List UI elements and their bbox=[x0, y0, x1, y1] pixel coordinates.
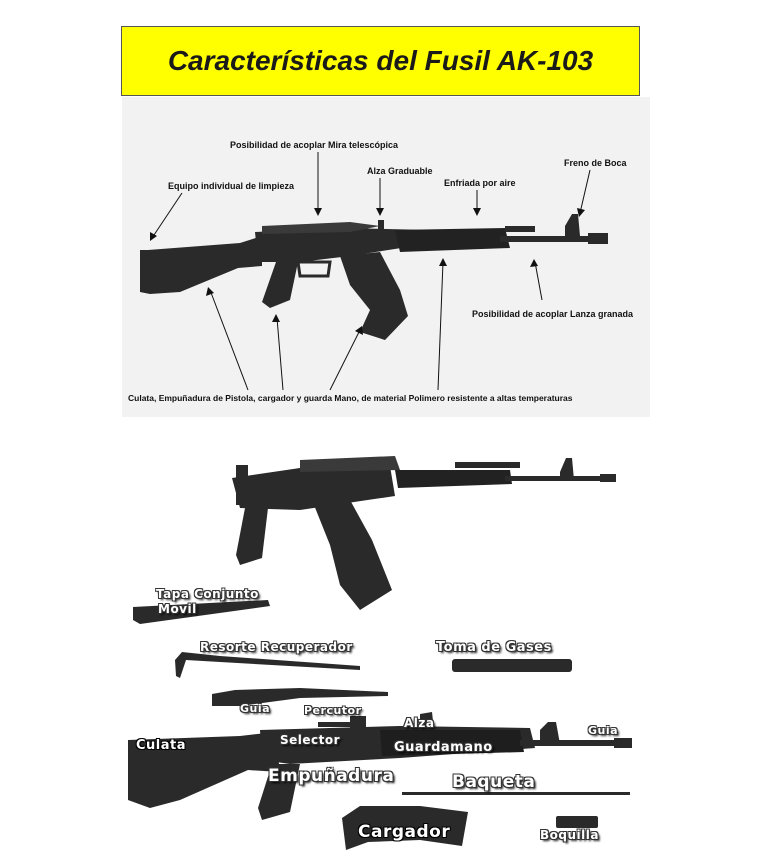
label-culata-materiales: Culata, Empuñadura de Pistola, cargador y guarda Mano, de material Polimero resistente a altas temperaturas bbox=[128, 393, 573, 403]
label-freno-boca: Freno de Boca bbox=[564, 158, 627, 168]
part-label-percutor: Percutor bbox=[304, 704, 362, 717]
label-enfriada-aire: Enfriada por aire bbox=[444, 178, 516, 188]
part-label-toma-de-gases: Toma de Gases bbox=[436, 640, 552, 655]
label-lanza-granada: Posibilidad de acoplar Lanza granada bbox=[472, 309, 634, 319]
part-label-guardamano: Guardamano bbox=[394, 740, 493, 755]
page-title: Características del Fusil AK-103 bbox=[167, 45, 594, 76]
part-label-empunadura: Empuñadura bbox=[268, 766, 395, 786]
part-label-movil: Movil bbox=[158, 602, 197, 616]
part-label-guia-1: Guia bbox=[240, 702, 271, 715]
part-label-culata: Culata bbox=[136, 738, 187, 753]
label-equipo-limpieza: Equipo individual de limpieza bbox=[168, 181, 295, 191]
part-label-selector: Selector bbox=[280, 733, 341, 747]
part-label-baqueta: Baqueta bbox=[452, 772, 536, 792]
folded-rifle-image bbox=[232, 456, 616, 610]
parts-images bbox=[128, 600, 632, 850]
label-mira-telescopica: Posibilidad de acoplar Mira telescópica bbox=[230, 140, 399, 150]
part-label-boquilla: Boquilla bbox=[540, 828, 599, 842]
part-label-alza: Alza bbox=[404, 716, 435, 730]
part-label-cargador: Cargador bbox=[358, 822, 451, 842]
part-label-tapa-conjunto: Tapa Conjunto bbox=[156, 587, 259, 601]
part-label-resorte-recuperador: Resorte Recuperador bbox=[200, 640, 353, 654]
label-alza-graduable: Alza Graduable bbox=[367, 166, 433, 176]
part-label-guia-2: Guia bbox=[588, 724, 619, 737]
